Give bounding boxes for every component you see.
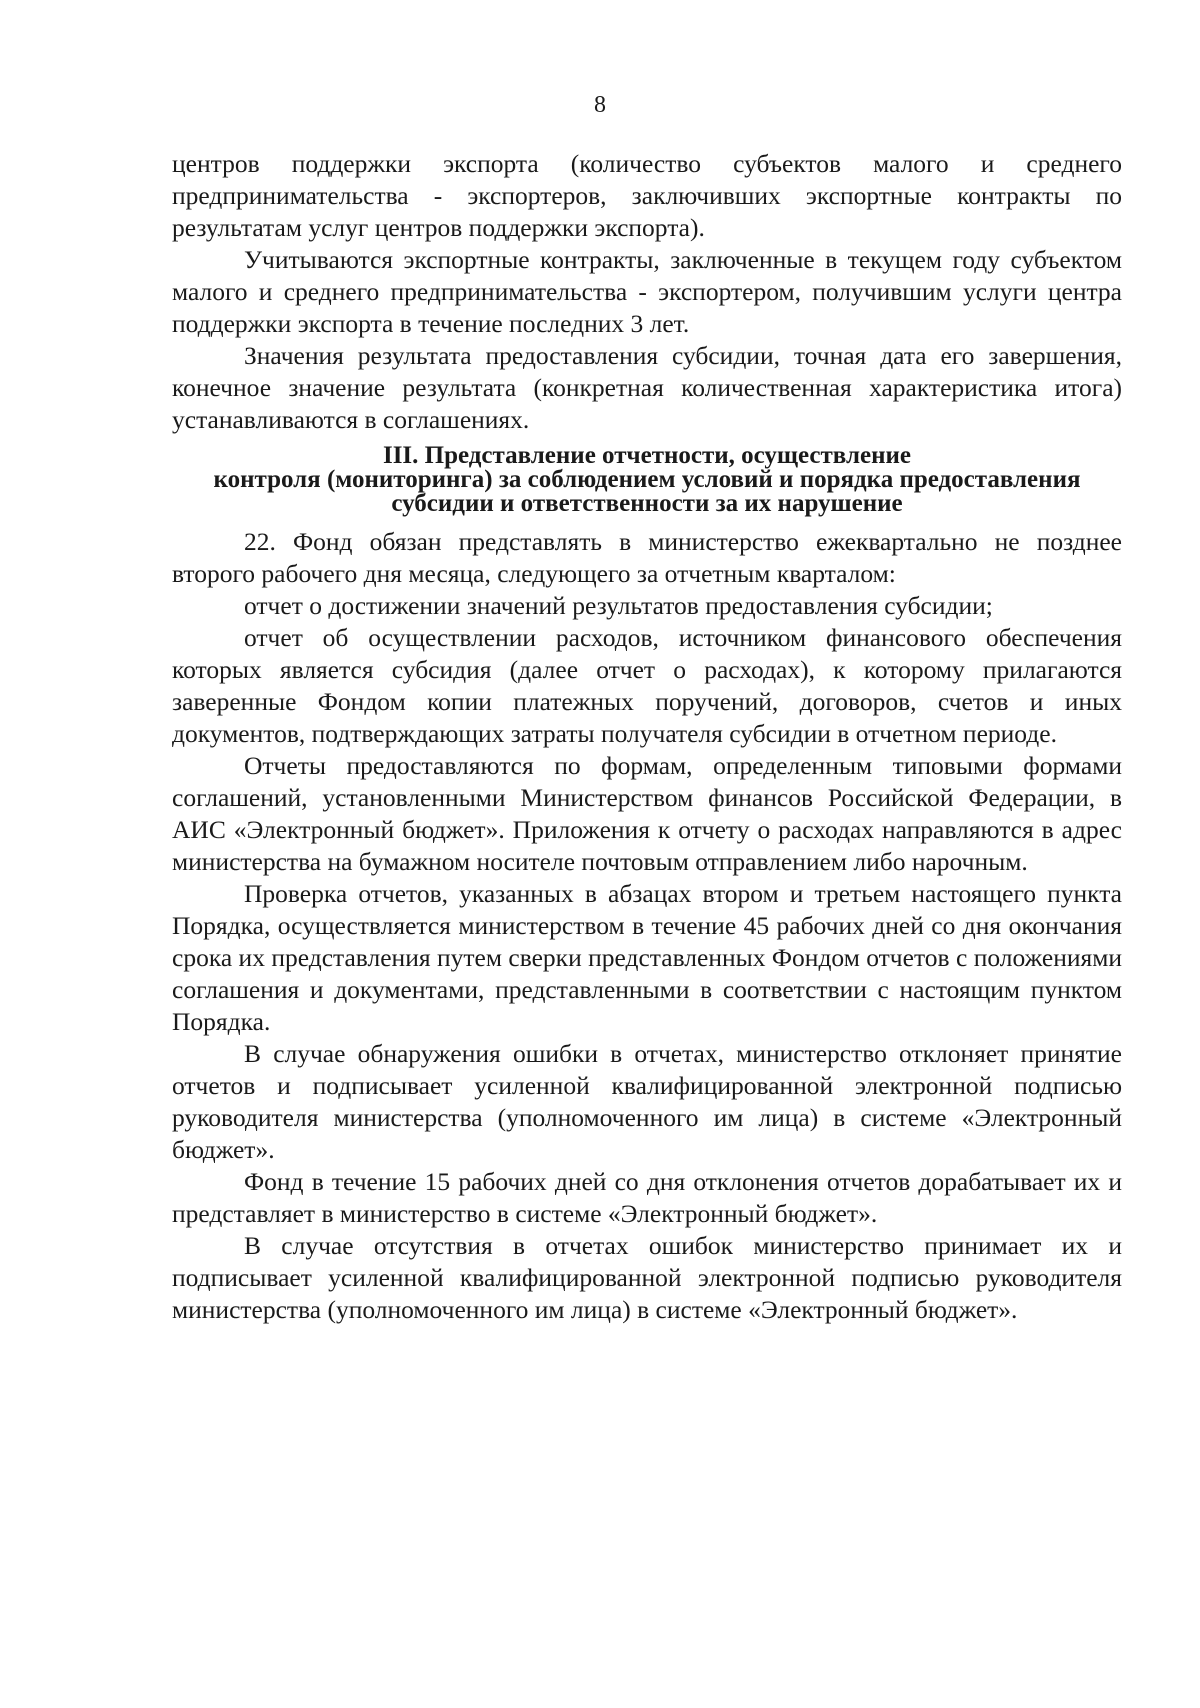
paragraph: центров поддержки экспорта (количество субъектов малого и среднего предпринимательства - экспортеров, заключивших экспортные контракты по результатам услуг центров поддержки экспорта). [172, 149, 1122, 242]
paragraph: Значения результата предоставления субсидии, точная дата его завершения, конечное значение результата (конкретная количественная характеристика итога) устанавливаются в соглашениях. [172, 341, 1122, 434]
section-heading [172, 444, 1122, 516]
page-number: 8 [594, 92, 606, 118]
paragraph: Учитываются экспортные контракты, заключенные в текущем году субъектом малого и среднего предпринимательства - экспортером, получившим услуги центра поддержки экспорта в течение последних 3 лет. [172, 245, 1122, 338]
section-heading-line: субсидии и ответственности за их нарушение [391, 490, 903, 517]
paragraph: отчет об осуществлении расходов, источником финансового обеспечения которых является субсидия (далее отчет о расходах), к которому прилагаются заверенные Фондом копии платежных поручений, договоров, счетов и иных документов, подтверждающих затраты получателя субсидии в отчетном периоде. [172, 623, 1122, 748]
paragraph-item-22: 22. Фонд обязан представлять в министерство ежеквартально не позднее второго рабочего дня месяца, следующего за отчетным кварталом: [172, 527, 1122, 588]
paragraph: Отчеты предоставляются по формам, определенным типовыми формами соглашений, установленными Министерством финансов Российской Федерации, в АИС «Электронный бюджет». Приложения к отчету о расходах направляются в адрес министерства на бумажном носителе почтовым отправлением либо нарочным. [172, 751, 1122, 876]
document-body [172, 148, 1122, 1326]
paragraph: отчет о достижении значений результатов предоставления субсидии; [244, 591, 993, 620]
paragraph: В случае отсутствия в отчетах ошибок министерство принимает их и подписывает усиленной квалифицированной электронной подписью руководителя министерства (уполномоченного им лица) в системе «Электронный бюджет». [172, 1231, 1122, 1324]
paragraph: Фонд в течение 15 рабочих дней со дня отклонения отчетов дорабатывает их и представляет в министерство в системе «Электронный бюджет». [172, 1167, 1122, 1228]
paragraph: В случае обнаружения ошибки в отчетах, министерство отклоняет принятие отчетов и подписывает усиленной квалифицированной электронной подписью руководителя министерства (уполномоченного им лица) в системе «Электронный бюджет». [172, 1039, 1122, 1164]
section-heading-line: контроля (мониторинга) за соблюдением условий и порядка предоставления [213, 466, 1081, 493]
section-heading-line: III. Представление отчетности, осуществление [382, 442, 912, 469]
paragraph: Проверка отчетов, указанных в абзацах втором и третьем настоящего пункта Порядка, осуществляется министерством в течение 45 рабочих дней со дня окончания срока их представления путем сверки представленных Фондом отчетов с положениями соглашения и документами, представленными в соответствии с настоящим пунктом Порядка. [172, 879, 1122, 1036]
